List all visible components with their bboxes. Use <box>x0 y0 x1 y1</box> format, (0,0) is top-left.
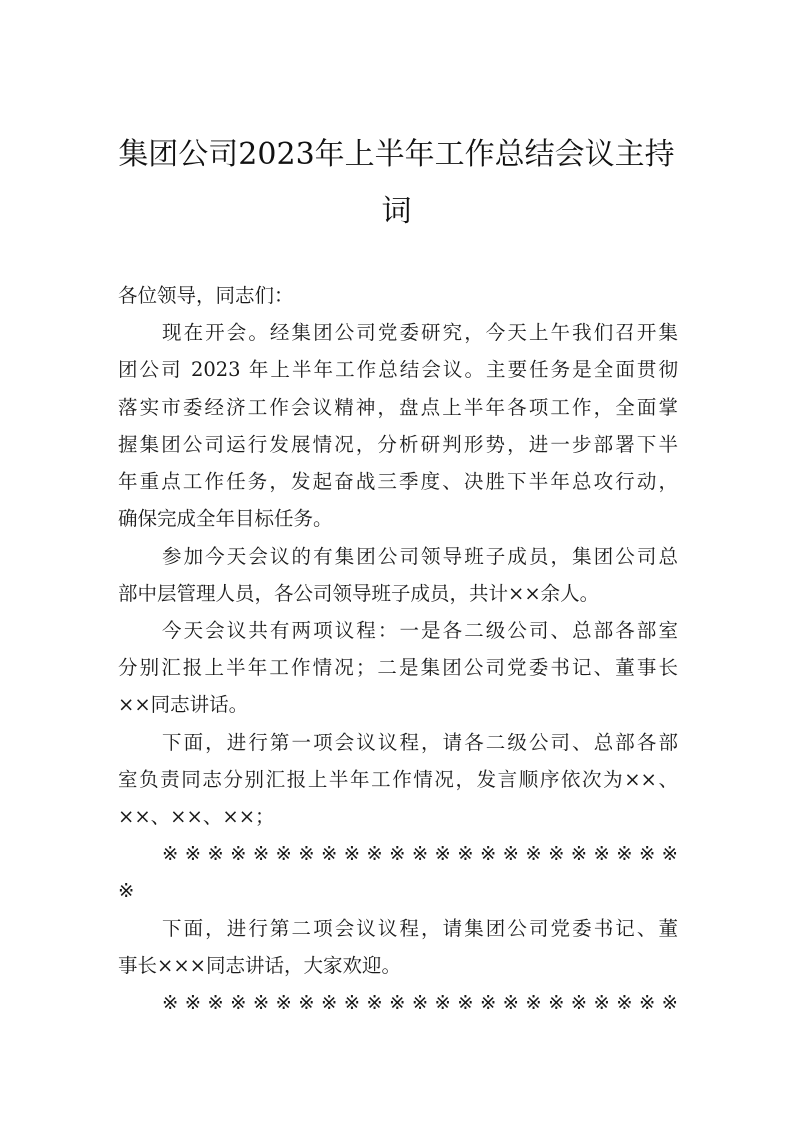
body-text-line: 部中层管理人员，各公司领导班子成员，共计××余人。 <box>118 582 600 605</box>
body-text-line: 下面，进行第二项会议议程，请集团公司党委书记、董 <box>162 917 678 940</box>
body-text-line: 今天会议共有两项议程：一是各二级公司、总部各部室 <box>162 619 678 642</box>
document-title-line-1: 集团公司2023年上半年工作总结会议主持 <box>118 137 675 172</box>
body-text-line: 分别汇报上半年工作情况；二是集团公司党委书记、董事长 <box>118 656 678 679</box>
body-text-line: 下面，进行第一项会议议程，请各二级公司、总部各部 <box>162 731 678 754</box>
body-text-line: 参加今天会议的有集团公司领导班子成员，集团公司总 <box>162 545 678 568</box>
body-text-line: 落实市委经济工作会议精神，盘点上半年各项工作，全面掌 <box>118 396 678 419</box>
body-text-line: 现在开会。经集团公司党委研究，今天上午我们召开集 <box>162 321 678 344</box>
body-text-line: ××、××、××； <box>118 805 275 828</box>
body-text-line: 年重点工作任务，发起奋战三季度、决胜下半年总攻行动， <box>118 470 678 493</box>
body-text-line: 事长×××同志讲话，大家欢迎。 <box>118 954 402 977</box>
body-text-line: 握集团公司运行发展情况，分析研判形势，进一步部署下半 <box>118 433 678 456</box>
separator-line: ※※※※※※※※※※※※※※※※※※※※※※※ <box>162 991 678 1014</box>
body-text-line: 各位领导，同志们： <box>118 284 294 307</box>
document-title-line-2: 词 <box>381 194 412 229</box>
body-text-line: 室负责同志分别汇报上半年工作情况，发言顺序依次为××、 <box>118 768 678 791</box>
body-text-line: 团公司 2023 年上半年工作总结会议。主要任务是全面贯彻 <box>118 358 678 381</box>
body-text-line: 确保完成全年目标任务。 <box>118 507 333 530</box>
body-text-line: ××同志讲话。 <box>118 693 249 716</box>
separator-line: ※※※※※※※※※※※※※※※※※※※※※※※ <box>162 842 678 865</box>
separator-line: ※ <box>118 879 135 902</box>
